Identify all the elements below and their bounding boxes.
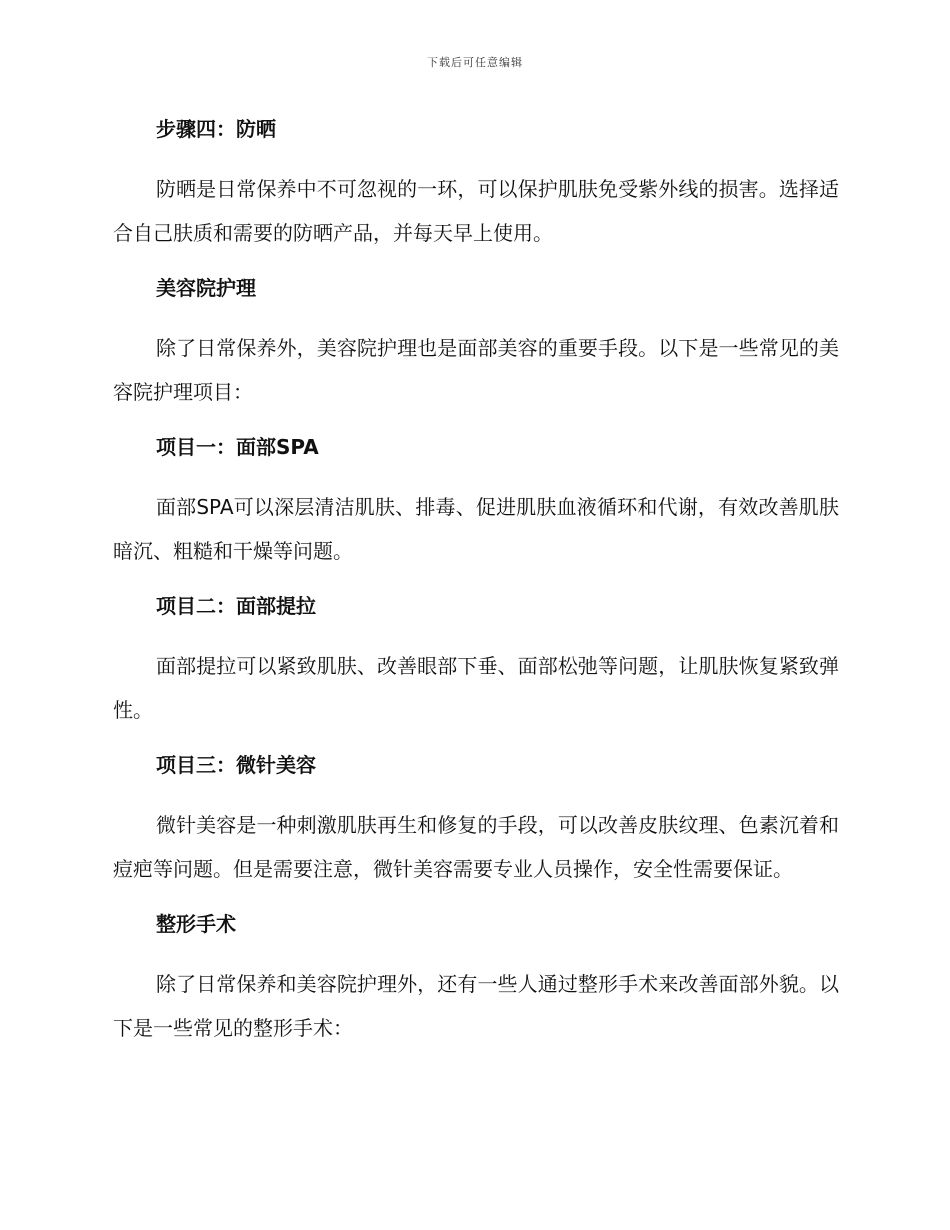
section-paragraph-facial-spa: 面部SPA可以深层清洁肌肤、排毒、促进肌肤血液循环和代谢，有效改善肌肤暗沉、粗糙和干燥等问题。 [113,495,839,563]
page-header: 下载后可任意编辑 [427,56,523,69]
section-heading-facial-spa: 项目一：面部SPA [156,435,319,459]
section-paragraph-plastic-surgery: 除了日常保养和美容院护理外，还有一些人通过整形手术来改善面部外貌。以下是一些常见的整形手术： [113,972,839,1040]
section-paragraph-face-lift: 面部提拉可以紧致肌肤、改善眼部下垂、面部松弛等问题，让肌肤恢复紧致弹性。 [113,654,839,722]
section-heading-sunscreen: 步骤四：防晒 [156,117,276,141]
section-paragraph-salon-care: 除了日常保养外，美容院护理也是面部美容的重要手段。以下是一些常见的美容院护理项目： [113,336,839,404]
section-paragraph-sunscreen: 防晒是日常保养中不可忽视的一环，可以保护肌肤免受紫外线的损害。选择适合自己肤质和需要的防晒产品，并每天早上使用。 [113,177,839,245]
section-heading-plastic-surgery: 整形手术 [156,912,236,936]
section-heading-microneedling: 项目三：微针美容 [156,753,316,777]
section-paragraph-microneedling: 微针美容是一种刺激肌肤再生和修复的手段，可以改善皮肤纹理、色素沉着和痘疤等问题。但是需要注意，微针美容需要专业人员操作，安全性需要保证。 [113,813,839,881]
section-heading-salon-care: 美容院护理 [156,276,256,300]
section-heading-face-lift: 项目二：面部提拉 [156,594,316,618]
document-body [113,112,839,1066]
